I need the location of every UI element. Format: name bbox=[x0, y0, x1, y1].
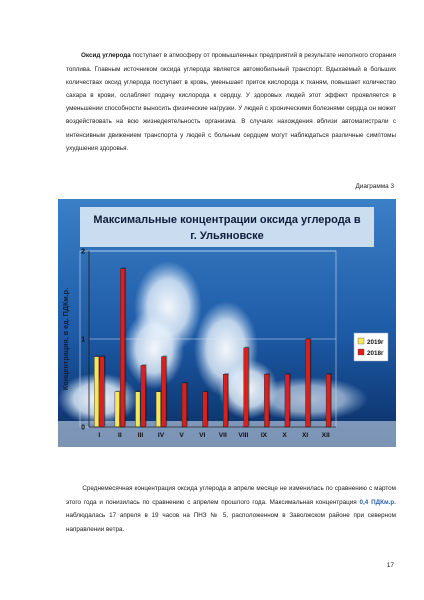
x-tick-label-VIII: VIII bbox=[238, 432, 249, 439]
bar-2018г-I bbox=[100, 357, 105, 427]
x-tick-label-IX: IX bbox=[260, 432, 268, 439]
x-tick-label-III: III bbox=[137, 432, 144, 439]
bar-2019г-II bbox=[115, 392, 120, 427]
chart-title-line-2: г. Ульяновске bbox=[190, 230, 264, 242]
y-axis-label: Концентрация, в ед. ПДКм.р. bbox=[61, 287, 70, 391]
bar-2018г-X bbox=[285, 374, 290, 427]
x-tick-label-XI: XI bbox=[302, 432, 309, 439]
legend-swatch-2018 bbox=[358, 349, 364, 355]
diagram-caption: Диаграмма 3 bbox=[355, 183, 394, 190]
legend-label-2018: 2018г bbox=[367, 350, 384, 357]
x-tick-label-V: V bbox=[179, 432, 184, 439]
summary-paragraph bbox=[66, 482, 396, 536]
bar-2018г-IX bbox=[264, 374, 269, 427]
legend-swatch-2019 bbox=[358, 338, 364, 344]
y-tick-label: 2 bbox=[81, 248, 85, 256]
x-tick-label-VII: VII bbox=[218, 432, 227, 439]
bar-2018г-V bbox=[182, 383, 187, 427]
y-tick-label: 0 bbox=[81, 424, 85, 432]
bar-2018г-VIII bbox=[244, 348, 249, 427]
bar-2019г-I bbox=[94, 357, 99, 427]
chart-title-line-1: Максимальные концентрации оксида углерода в bbox=[93, 214, 361, 226]
x-tick-label-II: II bbox=[118, 432, 122, 439]
bar-2019г-III bbox=[135, 392, 140, 427]
bar-2018г-XI bbox=[306, 339, 311, 427]
summary-text-before: Среднемесячная концентрация оксида углерода в апреле месяце не изменилась по сравнению с мартом этого года и понизилась по сравнению с апрелем прошлого года. Максимальная концентрация bbox=[66, 485, 397, 506]
chart-svg bbox=[58, 199, 396, 447]
bar-2018г-VII bbox=[223, 374, 228, 427]
intro-text: поступает в атмосферу от промышленных предприятий в результате неполного сгорания топлива. Главным источником оксида углерода является автомобильный транспорт. Вдыхаемый в больших количествах оксид углерода поступает в кровь, уменьшает приток кислорода к тканям, повышает количество сахара в крови, ослабляет подачу кислорода к сердцу. У здоровых людей этот эффект проявляется в уменьшении способности выносить физические нагрузки. У людей с хроническими болезнями сердца он может воздействовать на всю жизнедеятельность организма. В случаях нахождения вблизи автомагистрали с интенсивным движением транспорта у людей с больным сердцем могут наблюдаться различные симптомы ухудшения здоровья. bbox=[66, 52, 396, 152]
x-tick-label-VI: VI bbox=[199, 432, 206, 439]
x-tick-label-IV: IV bbox=[157, 432, 165, 439]
intro-lead-term: Оксид углерода bbox=[81, 52, 131, 60]
summary-text-after: наблюдалась 17 апреля в 19 часов на ПНЗ № 5, расположенном в Заволжском районе при северном направлении ветра. bbox=[66, 512, 396, 533]
x-tick-label-X: X bbox=[282, 432, 287, 439]
y-tick-label: 1 bbox=[81, 336, 85, 344]
intro-paragraph bbox=[66, 49, 396, 155]
bar-2018г-VI bbox=[203, 392, 208, 427]
bar-2019г-IV bbox=[156, 392, 161, 427]
legend-label-2019: 2019г bbox=[367, 339, 384, 346]
bar-2018г-II bbox=[120, 269, 125, 427]
max-concentration-value: 0,4 ПДКм.р. bbox=[359, 498, 396, 506]
bar-2018г-III bbox=[141, 365, 146, 427]
bar-2018г-XII bbox=[326, 374, 331, 427]
x-tick-label-XII: XII bbox=[321, 432, 330, 439]
page-number: 17 bbox=[386, 562, 394, 569]
chart-legend bbox=[354, 333, 388, 361]
x-tick-label-I: I bbox=[98, 432, 101, 439]
concentration-chart bbox=[58, 199, 396, 447]
bar-2018г-IV bbox=[161, 357, 166, 427]
